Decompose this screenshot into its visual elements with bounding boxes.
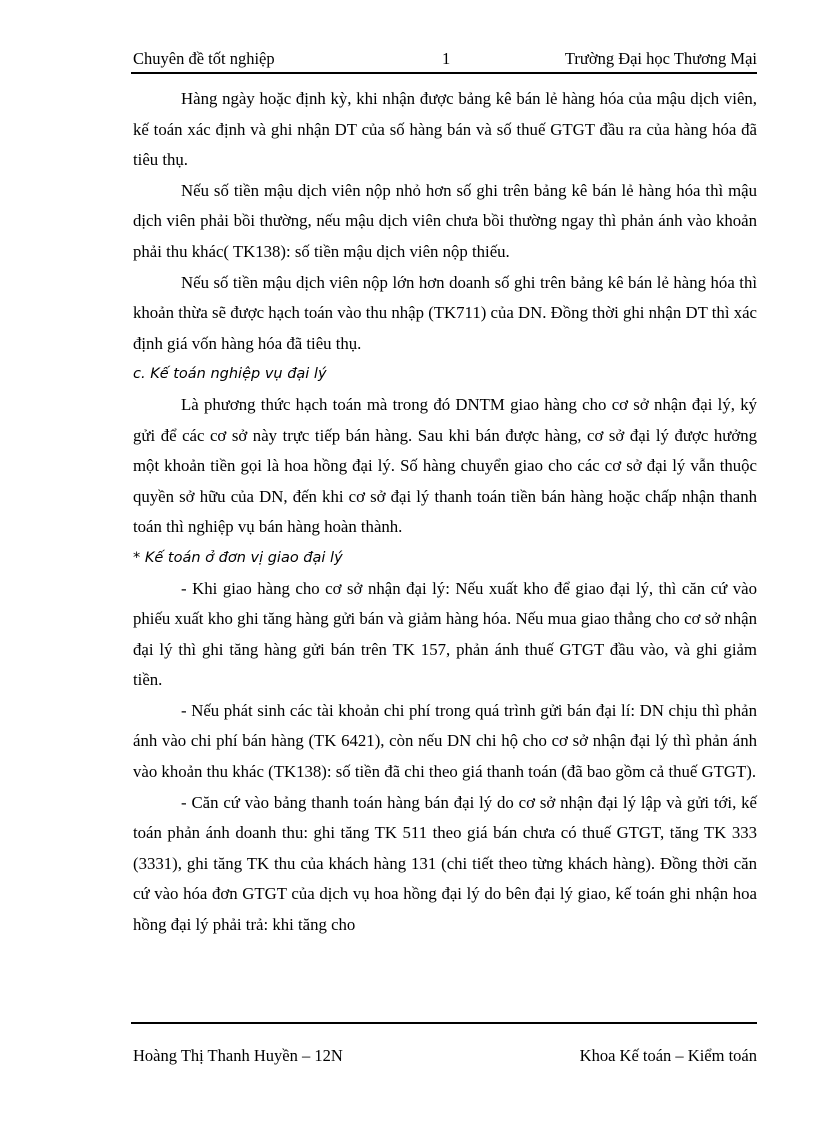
paragraph-retail-daily: Hàng ngày hoặc định kỳ, khi nhận được bảng kê bán lẻ hàng hóa của mậu dịch viên, kế toán xác định và ghi nhận DT của số hàng bán và số thuế GTGT đầu ra của hàng hóa đã tiêu thụ. — [133, 89, 757, 170]
page-number: 1 — [442, 49, 451, 68]
subsection-heading-consignor: * Kế toán ở đơn vị giao đại lý — [133, 549, 343, 566]
footer-department: Khoa Kế toán – Kiểm toán — [579, 1046, 757, 1065]
page-header — [131, 44, 757, 74]
paragraph-retail-surplus: Nếu số tiền mậu dịch viên nộp lớn hơn doanh số ghi trên bảng kê bán lẻ hàng hóa thì khoản thừa sẽ được hạch toán vào thu nhập (TK711) của DN. Đồng thời ghi nhận DT thì xác định giá vốn hàng hóa đã tiêu thụ. — [133, 272, 757, 353]
page-footer — [131, 1022, 757, 1064]
paragraph-delivery: - Khi giao hàng cho cơ sở nhận đại lý: Nếu xuất kho để giao đại lý, thì căn cứ vào phiếu xuất kho ghi tăng hàng gửi bán và giảm hàng hóa. Nếu mua giao thẳng cho cơ sở nhận đại lý thì ghi tăng hàng gửi bán trên TK 157, phản ánh thuế GTGT đầu vào, và ghi giảm tiền. — [133, 578, 757, 690]
footer-author: Hoàng Thị Thanh Huyền – 12N — [133, 1046, 343, 1065]
paragraph-expenses: - Nếu phát sinh các tài khoản chi phí trong quá trình gửi bán đại lí: DN chịu thì phản ánh vào chi phí bán hàng (TK 6421), còn nếu DN chi hộ cho cơ sở nhận đại lý thì phản ánh vào khoản thu khác (TK138): số tiền đã chi theo giá thanh toán (đã bao gồm cả thuế GTGT). — [133, 700, 757, 782]
section-heading-agency: c. Kế toán nghiệp vụ đại lý — [133, 366, 327, 383]
header-document-type: Chuyên đề tốt nghiệp — [133, 49, 275, 68]
paragraph-revenue: - Căn cứ vào bảng thanh toán hàng bán đại lý do cơ sở nhận đại lý lập và gửi tới, kế toán phản ánh doanh thu: ghi tăng TK 511 theo giá bán chưa có thuế GTGT, tăng TK 333 (3331), ghi tăng TK thu của khách hàng 131 (chi tiết theo từng khách hàng). Đồng thời căn cứ vào hóa đơn GTGT của dịch vụ hoa hồng đại lý do bên đại lý giao, kế toán ghi nhận hoa hồng đại lý phải trả: khi tăng cho — [133, 792, 757, 935]
paragraph-agency-definition: Là phương thức hạch toán mà trong đó DNTM giao hàng cho cơ sở nhận đại lý, ký gửi để các cơ sở này trực tiếp bán hàng. Sau khi bán được hàng, cơ sở đại lý được hưởng một khoản tiền gọi là hoa hồng đại lý. Số hàng chuyển giao cho các cơ sở đại lý vẫn thuộc quyền sở hữu của DN, đến khi cơ sở đại lý thanh toán tiền bán hàng hoặc chấp nhận thanh toán thì nghiệp vụ bán hàng hoàn thành. — [133, 394, 757, 537]
header-school-name: Trường Đại học Thương Mại — [564, 49, 757, 68]
document-body — [133, 84, 757, 941]
paragraph-retail-shortage: Nếu số tiền mậu dịch viên nộp nhỏ hơn số ghi trên bảng kê bán lẻ hàng hóa thì mậu dịch viên phải bồi thường, nếu mậu dịch viên chưa bồi thường ngay thì phản ánh vào khoản phải thu khác( TK138): số tiền mậu dịch viên nộp thiếu. — [133, 180, 757, 261]
